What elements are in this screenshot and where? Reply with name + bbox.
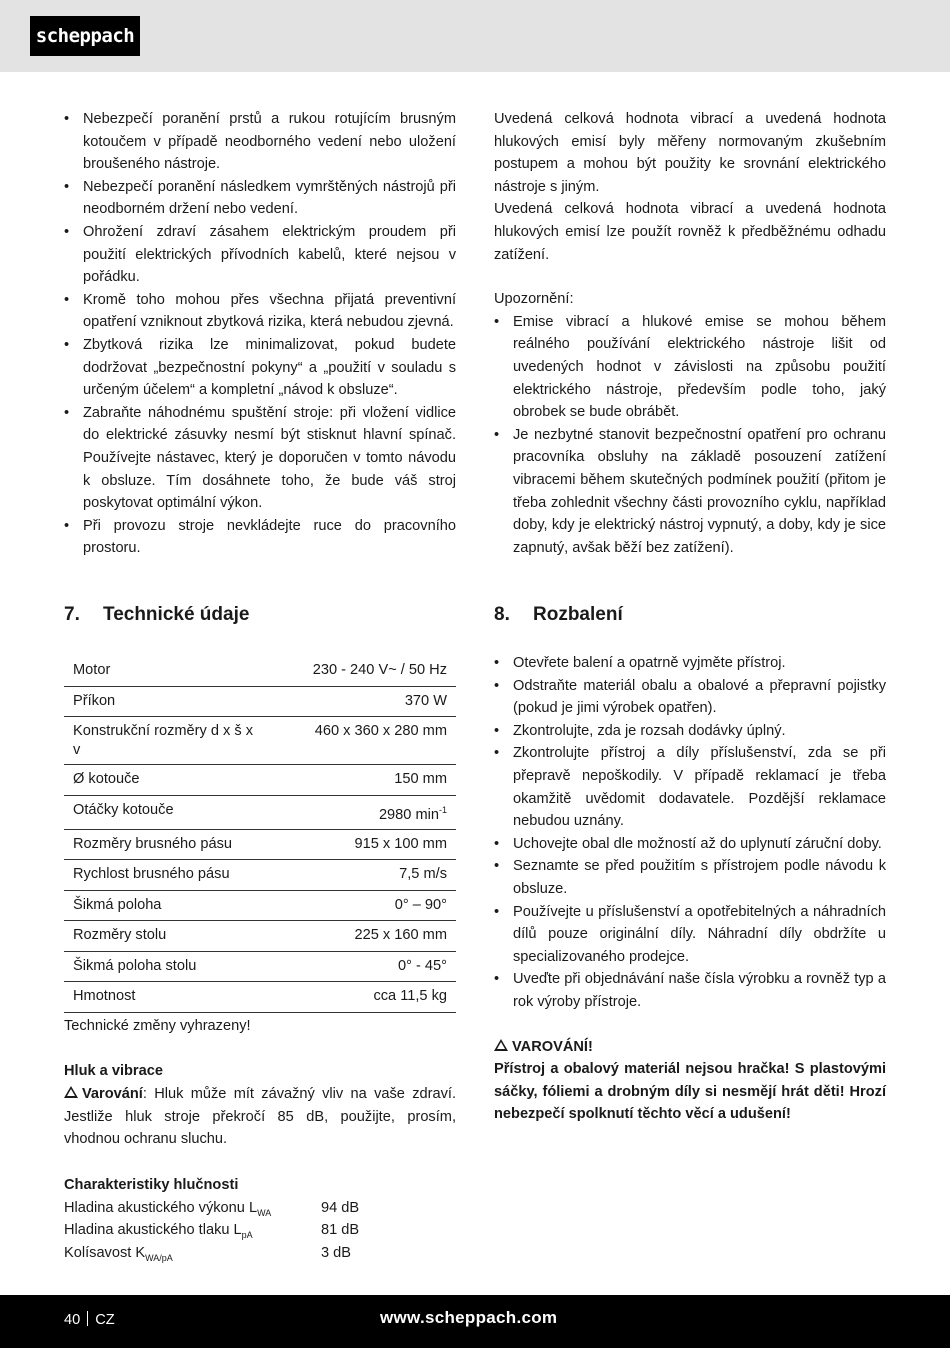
spec-value: 0° – 90°	[272, 890, 456, 921]
unpacking-column	[494, 652, 886, 1126]
list-item: • Kromě toho mohou přes všechna přijatá preventivní opatření vzniknout zbytková rizika, která nebudou zjevná.	[64, 289, 456, 334]
right-column	[494, 108, 886, 559]
noise-label-sub: WA/pA	[145, 1253, 173, 1263]
spec-value: 915 x 100 mm	[272, 829, 456, 860]
spec-value: 230 - 240 V~ / 50 Hz	[272, 656, 456, 686]
note-list	[494, 311, 886, 560]
footer-separator	[87, 1311, 88, 1326]
warning-text: Přístroj a obalový materiál nejsou hračka! S plastovými sáčky, fóliemi a drobným díly si nesmějí hrát děti! Hrozí nebezpečí spolknutí těchto věcí a udušení!	[494, 1061, 886, 1123]
list-item: • Zabraňte náhodnému spuštění stroje: při vložení vidlice do elektrické zásuvky nesmí být stisknut hlavní spínač. Používejte nástavec, který je doporučen v tomto návodu k obsluze. Tím dosáhnete toho, že bude váš stroj poskytovat optimální výkon.	[64, 402, 456, 515]
list-item: • Zkontrolujte, zda je rozsah dodávky úplný.	[494, 720, 886, 743]
page-number-value: 40	[64, 1312, 81, 1328]
list-item: • Otevřete balení a opatrně vyjměte přístroj.	[494, 652, 886, 675]
section-title: Rozbalení	[533, 604, 623, 625]
spec-label: Rozměry brusného pásu	[64, 829, 272, 860]
spec-label: Rychlost brusného pásu	[64, 860, 272, 891]
list-item: • Uchovejte obal dle možností až do uplynutí záruční doby.	[494, 833, 886, 856]
spec-label: Příkon	[64, 686, 272, 717]
table-row	[64, 795, 456, 829]
list-item: • Nebezpečí poranění následkem vymrštěných nástrojů při neodborném držení nebo vedení.	[64, 176, 456, 221]
spec-value: 225 x 160 mm	[272, 921, 456, 952]
table-row	[64, 656, 456, 686]
table-row	[64, 890, 456, 921]
table-row	[64, 765, 456, 796]
warning-triangle-icon	[494, 1039, 508, 1051]
page-number	[64, 1311, 115, 1328]
spec-value: 460 x 360 x 280 mm	[272, 717, 456, 765]
spec-label: Šikmá poloha	[64, 890, 272, 921]
warning-heading	[494, 1036, 886, 1059]
list-item: • Při provozu stroje nevkládejte ruce do pracovního prostoru.	[64, 515, 456, 560]
list-item: • Je nezbytné stanovit bezpečnostní opatření pro ochranu pracovníka obsluhy na základě posouzení zatížení vibracemi během skutečných podmínek použití (přitom je třeba zohlednit všechny části provozního cyklu, například doby, kdy je elektrický nástroj vypnutý, a doby, kdy je sice zapnutý, avšak běží bez zatížení).	[494, 424, 886, 560]
warning-heading-text: VAROVÁNÍ!	[512, 1038, 593, 1055]
spec-label: Motor	[64, 656, 272, 686]
spec-value-exponent: -1	[438, 804, 447, 815]
noise-row	[64, 1242, 352, 1269]
table-row	[64, 951, 456, 982]
list-item: • Uveďte při objednávání naše čísla výrobku a rovněž typ a rok výroby přístroje.	[494, 968, 886, 1013]
spec-value: 0° - 45°	[272, 951, 456, 982]
noise-value: 94 dB	[321, 1200, 360, 1216]
noise-label: Kolísavost K	[64, 1245, 146, 1261]
noise-warning	[64, 1083, 456, 1151]
spec-label: Konstrukční rozměry d x š x v	[64, 717, 272, 765]
spec-label: Ø kotouče	[64, 765, 272, 796]
spec-value: 370 W	[272, 686, 456, 717]
vibration-paragraph: Uvedená celková hodnota vibrací a uvedená hodnota hlukových emisí lze použít rovněž k předběžnému odhadu zatížení.	[494, 201, 886, 263]
page-footer	[0, 1295, 950, 1348]
list-item: • Emise vibrací a hlukové emise se mohou během reálného používání elektrického nástroje lišit od uvedených hodnot v závislosti na způsobu použití elektrického nástroje, především podle toho, jaký obrobek se bude obrábět.	[494, 311, 886, 424]
left-column	[64, 108, 456, 560]
list-item: • Seznamte se před použitím s přístrojem podle návodu k obsluze.	[494, 855, 886, 900]
noise-value: 3 dB	[321, 1245, 352, 1261]
spec-value-text: 2980 min	[378, 806, 439, 823]
table-row	[64, 921, 456, 952]
table-row	[64, 686, 456, 717]
language-code: CZ	[95, 1312, 115, 1328]
spec-value	[272, 795, 456, 829]
warning-triangle-icon	[64, 1086, 78, 1098]
spec-value: cca 11,5 kg	[272, 982, 456, 1013]
section-title: Technické údaje	[103, 604, 250, 625]
scheppach-logo: scheppach	[30, 16, 140, 56]
list-item: • Zbytková rizika lze minimalizovat, pokud budete dodržovat „bezpečnostní pokyny“ a „použití v souladu s určeným účelem“ a kompletní „návod k obsluze“.	[64, 334, 456, 402]
tech-changes-note: Technické změny vyhrazeny!	[64, 1018, 251, 1034]
table-row	[64, 982, 456, 1013]
vibration-paragraph: Uvedená celková hodnota vibrací a uvedená hodnota hlukových emisí byly měřeny normovaným zkušebním postupem a mohou být použity ke srovnání elektrického nástroje s jiným.	[494, 111, 886, 195]
noise-chars-heading: Charakteristiky hlučnosti	[64, 1177, 239, 1193]
spec-value: 150 mm	[272, 765, 456, 796]
section-7-heading	[64, 604, 249, 626]
noise-value: 81 dB	[321, 1222, 360, 1238]
list-item: • Odstraňte materiál obalu a obalové a přepravní pojistky (pokud je jimi výrobek opatřen).	[494, 675, 886, 720]
noise-label: Hladina akustického tlaku L	[64, 1222, 242, 1238]
noise-label: Hladina akustického výkonu L	[64, 1200, 258, 1216]
warning-label: Varování	[82, 1086, 143, 1102]
spec-label: Rozměry stolu	[64, 921, 272, 952]
section-8-heading	[494, 604, 623, 626]
note-heading: Upozornění:	[494, 291, 574, 308]
section-number: 7.	[64, 604, 80, 625]
table-row	[64, 860, 456, 891]
list-item: • Používejte u příslušenství a opotřebitelných a náhradních dílů pouze originální díly. Náhradní díly obdržíte u specializovaného prodejce.	[494, 901, 886, 969]
table-row	[64, 829, 456, 860]
spec-label: Otáčky kotouče	[64, 795, 272, 829]
warning-text: : Hluk může mít závažný vliv na vaše zdraví. Jestliže hluk stroje překročí 85 dB, použijte, prosím, vhodnou ochranu sluchu.	[64, 1086, 456, 1148]
list-item: • Zkontrolujte přístroj a díly příslušenství, zda se při přepravě nepoškodily. V případě reklamací je třeba okamžitě uvědomit dodavatele. Pozdější reklamace nebudou uznány.	[494, 742, 886, 832]
page-header	[0, 0, 950, 72]
table-row	[64, 717, 456, 765]
noise-label-sub: WA	[257, 1208, 272, 1218]
noise-heading: Hluk a vibrace	[64, 1063, 163, 1079]
specs-table	[64, 656, 456, 1013]
website-url[interactable]: www.scheppach.com	[380, 1308, 558, 1327]
residual-risks-list	[64, 108, 456, 560]
spec-label: Hmotnost	[64, 982, 272, 1013]
unpacking-list	[494, 652, 886, 1014]
spec-label: Šikmá poloha stolu	[64, 951, 272, 982]
list-item: • Nebezpečí poranění prstů a rukou rotujícím brusným kotoučem v případě neodborného vedení nebo uložení broušeného nástroje.	[64, 108, 456, 176]
spec-value: 7,5 m/s	[272, 860, 456, 891]
section-number: 8.	[494, 604, 510, 625]
noise-label-sub: pA	[241, 1230, 253, 1240]
list-item: • Ohrožení zdraví zásahem elektrickým proudem při použití elektrických přívodních kabelů, které nejsou v pořádku.	[64, 221, 456, 289]
